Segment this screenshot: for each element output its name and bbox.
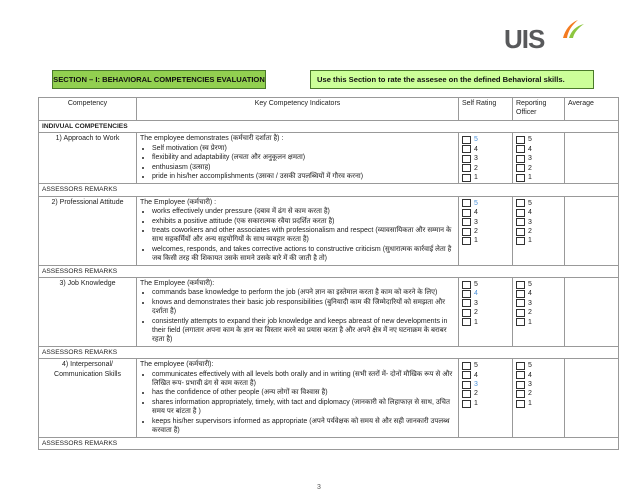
rating-value: 1 <box>474 173 478 181</box>
rating-checkbox[interactable] <box>516 218 525 226</box>
rating-option <box>462 299 509 308</box>
rating-checkbox[interactable] <box>462 390 471 398</box>
section-title-banner: SECTION – I: BEHAVIORAL COMPETENCIES EVALUATION <box>52 70 266 89</box>
indicator-list <box>140 207 455 263</box>
rating-value: 2 <box>474 390 478 398</box>
rating-option <box>516 389 561 398</box>
section-heading: INDIVUAL COMPETENCIES <box>39 121 619 133</box>
rating-checkbox[interactable] <box>462 228 471 236</box>
rating-value: 1 <box>528 237 532 245</box>
rating-option <box>516 361 561 370</box>
rating-option <box>516 399 561 408</box>
rating-option <box>462 135 509 144</box>
rating-checkbox[interactable] <box>516 309 525 317</box>
indicator-intro: The employee demonstrates (कर्मचारी दर्शाता है) : <box>140 135 284 143</box>
rating-options <box>516 135 561 182</box>
rating-options <box>462 280 509 327</box>
indicator-item: • flexibility and adaptability (लचता और अनुकूलन क्षमता) <box>152 153 455 162</box>
rating-option <box>462 280 509 289</box>
rating-value: 5 <box>474 362 478 370</box>
rating-option <box>516 318 561 327</box>
indicator-intro: The Employee (कर्मचारी): <box>140 280 215 288</box>
remarks-row <box>39 346 619 358</box>
rating-checkbox[interactable] <box>462 174 471 182</box>
section-header-row <box>39 121 619 133</box>
rating-checkbox[interactable] <box>462 209 471 217</box>
rating-checkbox[interactable] <box>462 299 471 307</box>
rating-value: 1 <box>474 318 478 326</box>
rating-option <box>516 227 561 236</box>
rating-options <box>516 199 561 246</box>
rating-value: 5 <box>528 136 532 144</box>
rating-options <box>462 199 509 246</box>
officer-rating-cell <box>513 133 565 184</box>
remarks-row <box>39 437 619 449</box>
rating-option <box>462 399 509 408</box>
rating-option <box>516 135 561 144</box>
page-number: 3 <box>317 484 321 491</box>
rating-checkbox[interactable] <box>516 145 525 153</box>
remarks-row <box>39 265 619 277</box>
rating-checkbox[interactable] <box>516 400 525 408</box>
rating-value: 2 <box>474 309 478 317</box>
rating-value: 2 <box>528 164 532 172</box>
rating-value: 5 <box>528 199 532 207</box>
rating-options <box>516 361 561 408</box>
rating-option <box>516 299 561 308</box>
rating-option <box>462 371 509 380</box>
indicator-item: • keeps his/her supervisors informed as appropriate (अपने पर्यवेक्षक को समय से और सही जानकारी उपलब्ध करवाता है) <box>152 417 455 436</box>
rating-value: 4 <box>474 290 478 298</box>
rating-value: 4 <box>528 209 532 217</box>
rating-option <box>516 208 561 217</box>
header-reporting-officer: Reporting Officer <box>513 98 565 121</box>
rating-checkbox[interactable] <box>462 281 471 289</box>
competency-row <box>39 133 619 184</box>
rating-checkbox[interactable] <box>516 290 525 298</box>
rating-option <box>462 199 509 208</box>
uis-logo <box>504 16 586 52</box>
rating-value: 2 <box>528 227 532 235</box>
rating-option <box>516 236 561 245</box>
rating-options <box>516 280 561 327</box>
rating-checkbox[interactable] <box>462 400 471 408</box>
assessors-remarks-label[interactable]: ASSESSORS REMARKS <box>39 265 619 277</box>
rating-value: 3 <box>528 381 532 389</box>
section-instructions-banner: Use this Section to rate the assesee on the defined Behavioral skills. <box>310 70 594 89</box>
logo-text: UIS <box>504 24 545 54</box>
rating-value: 1 <box>528 399 532 407</box>
rating-checkbox[interactable] <box>462 155 471 163</box>
rating-checkbox[interactable] <box>462 318 471 326</box>
rating-option <box>516 199 561 208</box>
rating-checkbox[interactable] <box>516 209 525 217</box>
competency-name: 2) Professional Attitude <box>39 196 137 265</box>
rating-checkbox[interactable] <box>516 381 525 389</box>
rating-value: 3 <box>528 299 532 307</box>
rating-checkbox[interactable] <box>516 136 525 144</box>
rating-checkbox[interactable] <box>516 174 525 182</box>
rating-value: 2 <box>474 164 478 172</box>
rating-option <box>462 308 509 317</box>
rating-value: 5 <box>474 136 478 144</box>
self-rating-cell <box>459 196 513 265</box>
rating-option <box>516 173 561 182</box>
rating-option <box>516 154 561 163</box>
rating-value: 5 <box>528 362 532 370</box>
rating-option <box>462 236 509 245</box>
competency-table <box>38 97 619 450</box>
average-cell[interactable] <box>565 278 619 347</box>
rating-option <box>516 380 561 389</box>
rating-checkbox[interactable] <box>462 199 471 207</box>
rating-value: 4 <box>474 209 478 217</box>
rating-option <box>516 289 561 298</box>
competency-indicators <box>137 278 459 347</box>
competency-indicators <box>137 133 459 184</box>
rating-checkbox[interactable] <box>462 145 471 153</box>
rating-checkbox[interactable] <box>516 318 525 326</box>
header-self-rating: Self Rating <box>459 98 513 121</box>
rating-checkbox[interactable] <box>516 390 525 398</box>
rating-value: 3 <box>474 299 478 307</box>
rating-option <box>462 164 509 173</box>
rating-checkbox[interactable] <box>462 164 471 172</box>
rating-value: 5 <box>474 281 478 289</box>
rating-option <box>462 218 509 227</box>
assessors-remarks-label[interactable]: ASSESSORS REMARKS <box>39 437 619 449</box>
rating-checkbox[interactable] <box>462 136 471 144</box>
rating-checkbox[interactable] <box>462 290 471 298</box>
rating-checkbox[interactable] <box>516 299 525 307</box>
header-competency: Competency <box>39 98 137 121</box>
header-indicators: Key Competency Indicators <box>137 98 459 121</box>
indicator-item: • welcomes, responds, and takes corrective actions to constructive criticism (सुधारात्मक कार्रवाई लेता है जब किसी तरह की शिकायत उसके सामने उसके बारे में की जाती है तो) <box>152 245 455 264</box>
rating-checkbox[interactable] <box>516 199 525 207</box>
rating-value: 2 <box>528 390 532 398</box>
rating-option <box>462 173 509 182</box>
rating-value: 4 <box>528 290 532 298</box>
rating-value: 4 <box>474 145 478 153</box>
rating-checkbox[interactable] <box>462 309 471 317</box>
indicator-item: • works effectively under pressure (दबाव में ढंग से काम करता है) <box>152 207 455 216</box>
indicator-item: • shares information appropriately, timely, with tact and diplomacy (जानकारी को लिहाफाज़ से साथ, उचित समय पर बांटता है ) <box>152 398 455 417</box>
rating-option <box>462 289 509 298</box>
rating-option <box>462 227 509 236</box>
indicator-intro: The employee (कर्मचारी): <box>140 361 214 369</box>
rating-option <box>516 308 561 317</box>
competency-indicators <box>137 196 459 265</box>
self-rating-cell <box>459 278 513 347</box>
average-cell[interactable] <box>565 196 619 265</box>
rating-options <box>462 135 509 182</box>
rating-checkbox[interactable] <box>516 228 525 236</box>
rating-option <box>462 380 509 389</box>
competency-row <box>39 278 619 347</box>
indicator-item: • pride in his/her accomplishments (उसका / उसकी उपलब्धियों में गौरव करना) <box>152 172 455 181</box>
indicator-item: • commands base knowledge to perform the job (अपने ज्ञान का इस्तेमाल करता है काम को करने के लिए) <box>152 288 455 297</box>
rating-option <box>462 208 509 217</box>
rating-option <box>516 371 561 380</box>
rating-value: 1 <box>528 173 532 181</box>
rating-checkbox[interactable] <box>516 155 525 163</box>
indicator-item: • consistently attempts to expand their job knowledge and keeps abreast of new developments in their field (लगातार अपना काम के ज्ञान का विस्तार करने का प्रयास करता है और अपने क्षेत्र में नए घटनाक्रम के बराबर रहता है) <box>152 317 455 345</box>
average-cell[interactable] <box>565 359 619 437</box>
officer-rating-cell <box>513 278 565 347</box>
indicator-item: • communicates effectively with all levels both orally and in writing (सभी स्तरों में- दोनों मौखिक रूप से और लिखित रूप- प्रभावी ढंग से काम करता है) <box>152 370 455 389</box>
table-header-row <box>39 98 619 121</box>
indicator-item: • Self motivation (स्व प्रेरणा) <box>152 144 455 153</box>
indicator-list <box>140 288 455 344</box>
rating-value: 4 <box>528 371 532 379</box>
rating-value: 5 <box>528 281 532 289</box>
rating-option <box>462 389 509 398</box>
indicator-list <box>140 370 455 436</box>
rating-option <box>516 164 561 173</box>
rating-value: 3 <box>528 218 532 226</box>
self-rating-cell <box>459 359 513 437</box>
indicator-item: • enthusiasm (उत्साह) <box>152 163 455 172</box>
rating-value: 1 <box>474 399 478 407</box>
rating-value: 3 <box>474 381 478 389</box>
indicator-item: • treats coworkers and other associates with professionalism and respect (व्यावसायिकता और सम्मान के साथ सहकर्मियों और अन्य सहयोगियों के साथ व्यवहार करता है) <box>152 226 455 245</box>
officer-rating-cell <box>513 359 565 437</box>
competency-name: 4) Interpersonal/ Communication Skills <box>39 359 137 437</box>
rating-value: 2 <box>528 309 532 317</box>
rating-value: 4 <box>528 145 532 153</box>
rating-value: 1 <box>528 318 532 326</box>
competency-name: 3) Job Knowledge <box>39 278 137 347</box>
rating-value: 5 <box>474 199 478 207</box>
remarks-row <box>39 184 619 196</box>
rating-value: 3 <box>474 155 478 163</box>
competency-indicators <box>137 359 459 437</box>
rating-checkbox[interactable] <box>462 237 471 245</box>
officer-rating-cell <box>513 196 565 265</box>
rating-checkbox[interactable] <box>516 371 525 379</box>
self-rating-cell <box>459 133 513 184</box>
indicator-intro: The Employee (कर्मचारी) : <box>140 198 217 206</box>
indicator-list <box>140 144 455 182</box>
rating-value: 4 <box>474 371 478 379</box>
average-cell[interactable] <box>565 133 619 184</box>
rating-value: 2 <box>474 227 478 235</box>
assessors-remarks-label[interactable]: ASSESSORS REMARKS <box>39 184 619 196</box>
rating-checkbox[interactable] <box>516 164 525 172</box>
indicator-item: • knows and demonstrates their basic job responsibilities (बुनियादी काम की जिम्मेदारियों को समझता और दर्शाता है) <box>152 298 455 317</box>
logo-swoosh-icon <box>559 18 585 40</box>
rating-checkbox[interactable] <box>516 237 525 245</box>
assessors-remarks-label[interactable]: ASSESSORS REMARKS <box>39 346 619 358</box>
rating-option <box>462 361 509 370</box>
rating-value: 1 <box>474 237 478 245</box>
rating-option <box>462 154 509 163</box>
indicator-item: • has the confidence of other people (अन्य लोगों का विश्वास है) <box>152 388 455 397</box>
rating-checkbox[interactable] <box>516 281 525 289</box>
competency-name: 1) Approach to Work <box>39 133 137 184</box>
rating-option <box>516 145 561 154</box>
rating-options <box>462 361 509 408</box>
rating-checkbox[interactable] <box>462 371 471 379</box>
header-average: Average <box>565 98 619 121</box>
indicator-item: • exhibits a positive attitude (एक सकारात्मक रवैया प्रदर्शित करता है) <box>152 217 455 226</box>
rating-value: 3 <box>528 155 532 163</box>
rating-checkbox[interactable] <box>462 381 471 389</box>
rating-option <box>516 218 561 227</box>
rating-value: 3 <box>474 218 478 226</box>
competency-row <box>39 359 619 437</box>
rating-option <box>462 145 509 154</box>
rating-checkbox[interactable] <box>462 218 471 226</box>
rating-checkbox[interactable] <box>462 362 471 370</box>
rating-option <box>462 318 509 327</box>
rating-checkbox[interactable] <box>516 362 525 370</box>
rating-option <box>516 280 561 289</box>
competency-row <box>39 196 619 265</box>
